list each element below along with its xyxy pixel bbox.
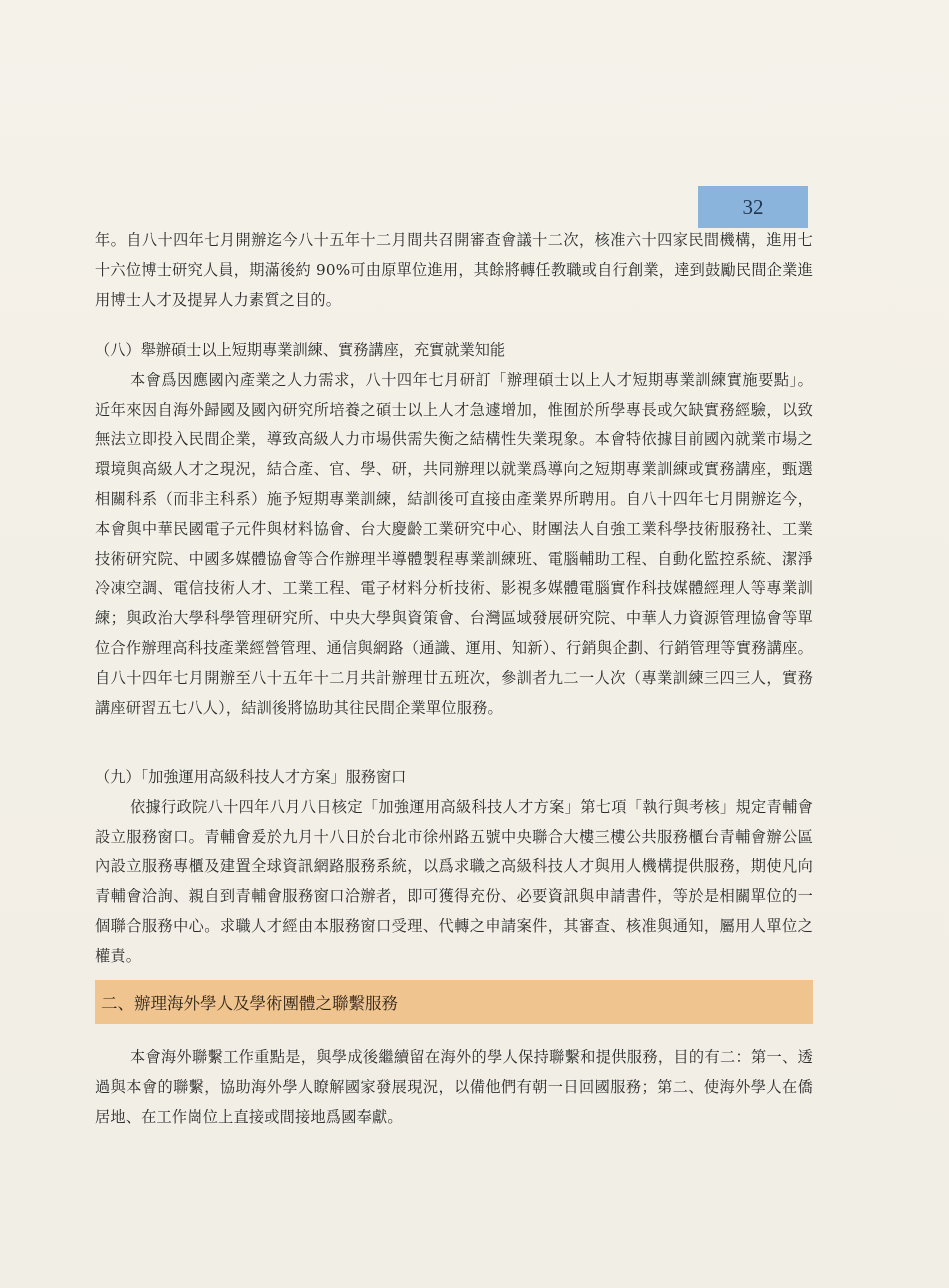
page-number: 32 <box>742 194 764 219</box>
section-2-body <box>95 1043 813 1132</box>
intro-block <box>95 226 813 315</box>
page-number-tab <box>698 186 808 228</box>
section-2-heading: 二、辦理海外學人及學術團體之聯繫服務 <box>101 994 398 1013</box>
intro-paragraph: 年。自八十四年七月開辦迄今八十五年十二月間共召開審查會議十二次，核准六十四家民間機構，進用七十六位博士研究人員，期滿後約 90%可由原單位進用，其餘將轉任教職或自行創業，達到鼓勵民間企業進用博士人才及提昇人力素質之目的。 <box>95 231 813 309</box>
item-9-section <box>95 763 813 972</box>
item-8-paragraph: 本會爲因應國內產業之人力需求，八十四年七月研訂「辦理碩士以上人才短期專業訓練實施要點」。近年來因自海外歸國及國內研究所培養之碩士以上人才急遽增加，惟囿於所學專長或欠缺實務經驗，以致無法立即投入民間企業，導致高級人力市場供需失衡之結構性失業現象。本會特依據目前國內就業市場之環境與高級人才之現況，結合產、官、學、研，共同辦理以就業爲導向之短期專業訓練或實務講座，甄選相關科系（而非主科系）施予短期專業訓練，結訓後可直接由產業界所聘用。自八十四年七月開辦迄今，本會與中華民國電子元件與材料協會、台大慶齡工業研究中心、財團法人自強工業科學技術服務社、工業技術研究院、中國多媒體協會等合作辦理半導體製程專業訓練班、電腦輔助工程、自動化監控系統、潔淨冷凍空調、電信技術人才、工業工程、電子材料分析技術、影視多媒體電腦實作科技媒體經理人等專業訓練；與政治大學科學管理研究所、中央大學與資策會、台灣區域發展研究院、中華人力資源管理協會等單位合作辦理高科技產業經營管理、通信與網路（通識、運用、知新）、行銷與企劃、行銷管理等實務講座。自八十四年七月開辦至八十五年十二月共計辦理廿五班次，參訓者九二一人次（專業訓練三四三人，實務講座研習五七八人），結訓後將協助其往民間企業單位服務。 <box>95 370 813 717</box>
item-9-heading: （九）「加強運用高級科技人才方案」服務窗口 <box>95 768 407 786</box>
section-2-paragraph: 本會海外聯繫工作重點是，與學成後繼續留在海外的學人保持聯繫和提供服務，目的有二：第一、透過與本會的聯繫，協助海外學人瞭解國家發展現況，以備他們有朝一日回國服務；第二、使海外學人在僑居地、在工作崗位上直接或間接地爲國奉獻。 <box>95 1048 813 1126</box>
item-8-heading: （八）舉辦碩士以上短期專業訓練、實務講座，充實就業知能 <box>95 341 506 359</box>
section-2-heading-bar <box>95 980 813 1024</box>
item-9-paragraph: 依據行政院八十四年八月八日核定「加強運用高級科技人才方案」第七項「執行與考核」規定青輔會設立服務窗口。青輔會爰於九月十八日於台北市徐州路五號中央聯合大樓三樓公共服務櫃台青輔會辦公區內設立服務專櫃及建置全球資訊網路服務系統，以爲求職之高級科技人才與用人機構提供服務，期使凡向青輔會洽詢、親自到青輔會服務窗口洽辦者，即可獲得充份、必要資訊與申請書件，等於是相關單位的一個聯合服務中心。求職人才經由本服務窗口受理、代轉之申請案件，其審查、核准與通知，屬用人單位之權責。 <box>95 797 813 965</box>
item-8-section <box>95 336 813 723</box>
